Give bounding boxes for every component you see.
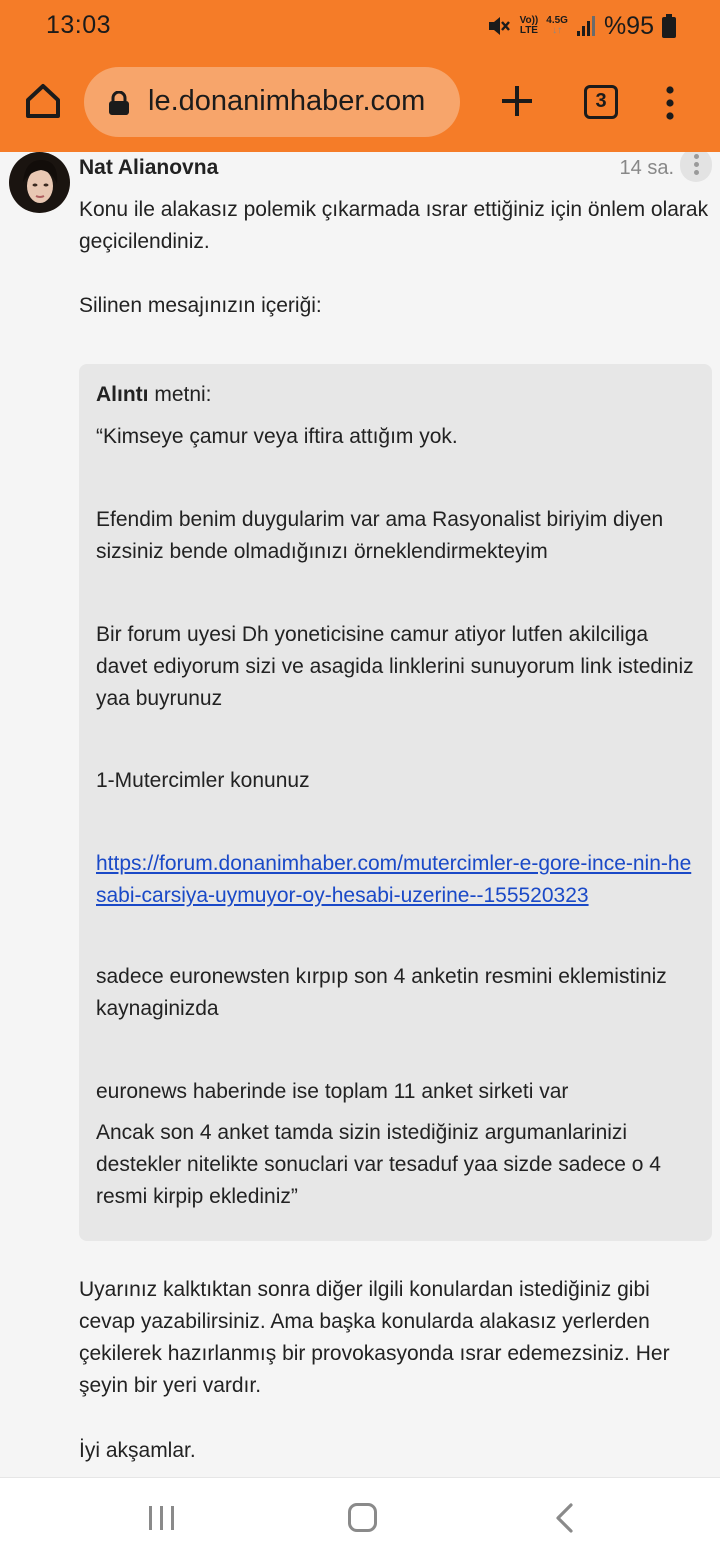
quote-title-bold: Alıntı <box>96 383 149 406</box>
quote-title-rest: metni: <box>148 383 212 406</box>
deleted-label: Silinen mesajınızın içeriği: <box>79 294 322 317</box>
menu-icon[interactable] <box>662 86 678 120</box>
home-nav-icon[interactable] <box>348 1503 377 1532</box>
quote-paragraph: Efendim benim duygularim var ama Rasyonalist biriyim diyen sizsiniz bende olmadığınızı örneklendirmekteyim <box>96 508 664 563</box>
post-content <box>0 152 720 1477</box>
closing-text: Uyarınız kalktıktan sonra diğer ilgili konulardan istediğiniz gibi cevap yazabilirsiniz. Ama başka konularda alakasız yerlerden çekilerek hazırlanmış bir provokasyonda ısrar edemezsiniz. Her şeyin bir yeri vardır. <box>79 1278 670 1397</box>
navigation-bar <box>0 1477 720 1560</box>
net-bottom-label: LTE <box>519 25 538 36</box>
battery-icon <box>662 14 676 38</box>
signal-type-label: 4.5G <box>546 15 568 26</box>
url-text: le.donanimhaber.com <box>148 85 426 117</box>
home-icon[interactable] <box>22 80 64 122</box>
quote-paragraph: Bir forum uyesi Dh yoneticisine camur atiyor lutfen akilciliga davet ediyorum sizi ve asagida linklerini sunuyorum link istediniz yaa buyrunuz <box>96 623 694 710</box>
tabs-icon[interactable]: 3 <box>584 85 618 119</box>
plus-icon[interactable] <box>498 82 536 120</box>
net-top-label: Vo)) <box>519 15 539 26</box>
quote-paragraph: euronews haberinde ise toplam 11 anket sirketi var <box>96 1080 569 1103</box>
back-icon[interactable] <box>554 1502 574 1534</box>
volte-icon <box>520 16 539 36</box>
mute-icon <box>486 13 512 39</box>
browser-toolbar <box>0 52 720 152</box>
battery-percent: %95 <box>603 11 654 40</box>
author-name[interactable]: Nat Alianovna <box>79 156 219 179</box>
post-time: 14 sa. <box>619 157 674 179</box>
updown-icon: ↓↑ <box>552 25 563 36</box>
signal-label <box>546 16 568 36</box>
avatar[interactable] <box>9 152 70 213</box>
status-icons <box>486 10 676 42</box>
quote-paragraph: Ancak son 4 anket tamda sizin istediğiniz argumanlarinizi destekler nitelikte sonuclari var tesaduf yaa sizde sadece o 4 resmi kirpip eklediniz” <box>96 1121 661 1208</box>
forum-link[interactable]: https://forum.donanimhaber.com/mutercimler-e-gore-ince-nin-hesabi-carsiya-uymuyor-oy-hesabi-uzerine--155520323 <box>96 852 692 907</box>
url-bar[interactable] <box>84 67 460 137</box>
quote-paragraph: sadece euronewsten kırpıp son 4 anketin resmini eklemistiniz kaynaginizda <box>96 965 667 1020</box>
signoff-text: İyi akşamlar. <box>79 1439 196 1462</box>
status-bar <box>0 0 720 52</box>
quote-paragraph: “Kimseye çamur veya iftira attığım yok. <box>96 425 458 448</box>
quote-block <box>79 364 712 1241</box>
quote-title <box>96 379 696 411</box>
lock-icon <box>108 91 130 115</box>
intro-text: Konu ile alakasız polemik çıkarmada ısrar ettiğiniz için önlem olarak geçicilendiniz. <box>79 198 709 253</box>
recent-apps-icon[interactable] <box>148 1505 176 1531</box>
quote-paragraph: 1-Mutercimler konunuz <box>96 769 310 792</box>
status-time: 13:03 <box>46 11 112 39</box>
avatar-image <box>9 152 70 213</box>
signal-icon <box>576 14 596 38</box>
more-options-icon[interactable] <box>680 152 712 182</box>
